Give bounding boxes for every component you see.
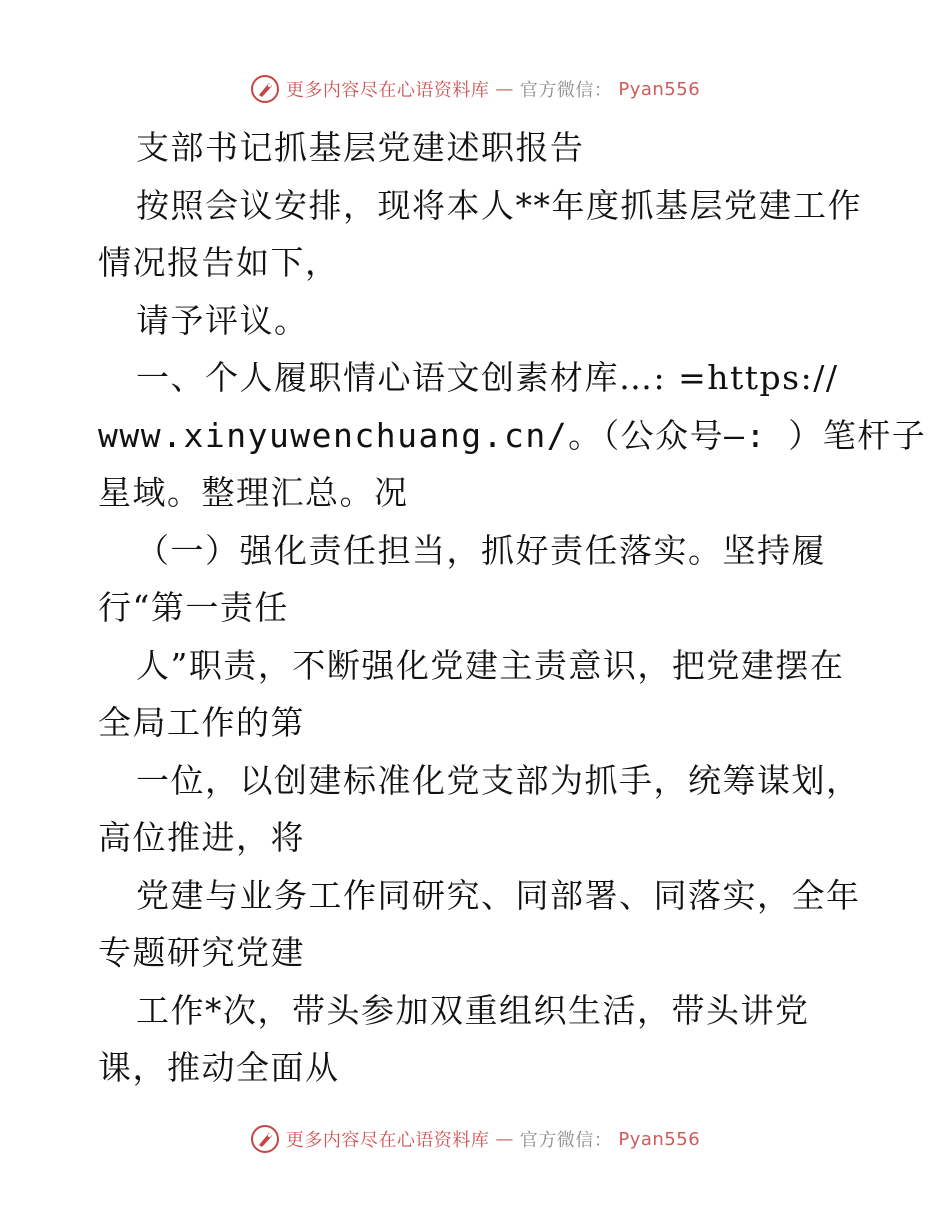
watermark-official-label: 官方微信： bbox=[519, 1130, 613, 1151]
watermark-brand: 更多内容尽在心语资料库 bbox=[285, 80, 490, 101]
watermark-header bbox=[0, 74, 950, 104]
paragraph-line: 按照会议安排，现将本人**年度抓基层党建工作 bbox=[136, 185, 862, 225]
watermark-brand: 更多内容尽在心语资料库 bbox=[285, 1130, 490, 1151]
paragraph-line: 全局工作的第 bbox=[98, 703, 305, 742]
paragraph-line: 行“第一责任 bbox=[98, 588, 289, 627]
paragraph-line: 一位，以创建标准化党支部为抓手，统筹谋划， bbox=[136, 760, 861, 800]
subsection-heading: （一）强化责任担当，抓好责任落实。坚持履 bbox=[136, 530, 826, 570]
paragraph-line: 课，推动全面从 bbox=[98, 1048, 340, 1087]
pen-nib-logo-icon bbox=[250, 74, 280, 104]
paragraph-line: 星域。整理汇总。况 bbox=[98, 473, 409, 512]
watermark-dash: — bbox=[495, 1128, 514, 1150]
section-heading: 一、个人履职情心语文创素材库…: =https:// bbox=[136, 358, 839, 397]
paragraph-line: 请予评议。 bbox=[136, 300, 309, 340]
paragraph-line: 工作*次，带头参加双重组织生活，带头讲党 bbox=[136, 990, 810, 1030]
watermark-wechat-id: Pyan556 bbox=[618, 1128, 701, 1150]
paragraph-line: www.xinyuwenchuang.cn/。（公众号—: ）笔杆子 bbox=[98, 415, 927, 455]
pen-nib-logo-icon bbox=[250, 1124, 280, 1154]
paragraph-line: 情况报告如下， bbox=[98, 243, 340, 282]
watermark-dash: — bbox=[495, 78, 514, 100]
paragraph-line: 专题研究党建 bbox=[98, 933, 305, 972]
document-body bbox=[98, 124, 927, 1102]
watermark-official-label: 官方微信： bbox=[519, 80, 613, 101]
paragraph-line: 高位推进，将 bbox=[98, 818, 305, 857]
document-title: 支部书记抓基层党建述职报告 bbox=[136, 128, 585, 167]
watermark-footer bbox=[0, 1124, 950, 1154]
watermark-wechat-id: Pyan556 bbox=[618, 78, 701, 100]
paragraph-line: 人”职责，不断强化党建主责意识，把党建摆在 bbox=[136, 645, 845, 685]
paragraph-line: 党建与业务工作同研究、同部署、同落实，全年 bbox=[136, 875, 861, 915]
